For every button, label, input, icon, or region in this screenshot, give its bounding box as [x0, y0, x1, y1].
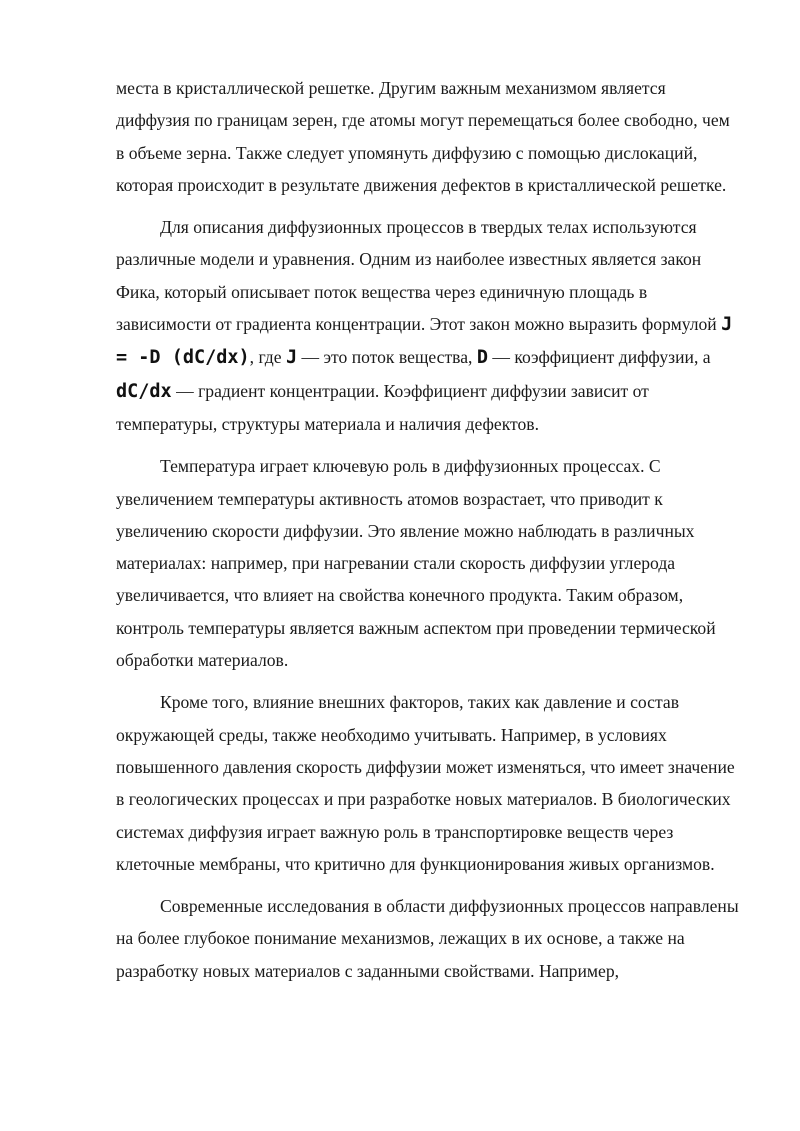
paragraph-text: Для описания диффузионных процессов в твердых телах используются различные модели и уравнения. Одним из наиболее известных является закон Фика, который описывает поток вещества через единичную площадь в зависимости от градиента концентрации. Этот закон можно выразить формулой	[116, 217, 722, 335]
paragraph-temperature: Температура играет ключевую роль в диффузионных процессах. С увеличением температуры активность атомов возрастает, что приводит к увеличению скорости диффузии. Это явление можно наблюдать в различных материалах: например, при нагревании стали скорость диффузии углерода увеличивается, что влияет на свойства конечного продукта. Таким образом, контроль температуры является важным аспектом при проведении термической обработки материалов.	[116, 456, 716, 671]
paragraph-text: — градиент концентрации. Коэффициент диффузии зависит от температуры, структуры материала и наличия дефектов.	[116, 380, 649, 434]
paragraph-modern-research: Современные исследования в области диффузионных процессов направлены на более глубокое понимание механизмов, лежащих в их основе, а также на разработку новых материалов с заданными свойствами. Например,	[116, 896, 739, 981]
paragraph-text: , где	[249, 347, 286, 368]
concentration-gradient-variable: dC/dx	[116, 380, 172, 402]
paragraph-external-factors: Кроме того, влияние внешних факторов, таких как давление и состав окружающей среды, также необходимо учитывать. Например, в условиях повышенного давления скорость диффузии может изменяться, что имеет значение в геологических процессах и при разработке новых материалов. В биологических системах диффузия играет важную роль в транспортировке веществ через клеточные мембраны, что критично для функционирования живых организмов.	[116, 692, 735, 874]
paragraph-grain-boundary-diffusion: места в кристаллической решетке. Другим важным механизмом является диффузия по границам зерен, где атомы могут перемещаться более свободно, чем в объеме зерна. Также следует упомянуть диффузию с помощью дислокаций, которая происходит в результате движения дефектов в кристаллической решетке.	[116, 78, 730, 195]
fick-law-formula: J = -D (dC/dx)	[116, 314, 733, 369]
paragraph-fick-law	[116, 211, 740, 440]
document-body	[116, 72, 740, 987]
paragraph-text: — это поток вещества,	[297, 347, 477, 368]
diffusion-coefficient-variable: D	[476, 347, 488, 369]
paragraph-text: — коэффициент диффузии, а	[488, 347, 711, 368]
flux-variable: J	[285, 347, 298, 369]
